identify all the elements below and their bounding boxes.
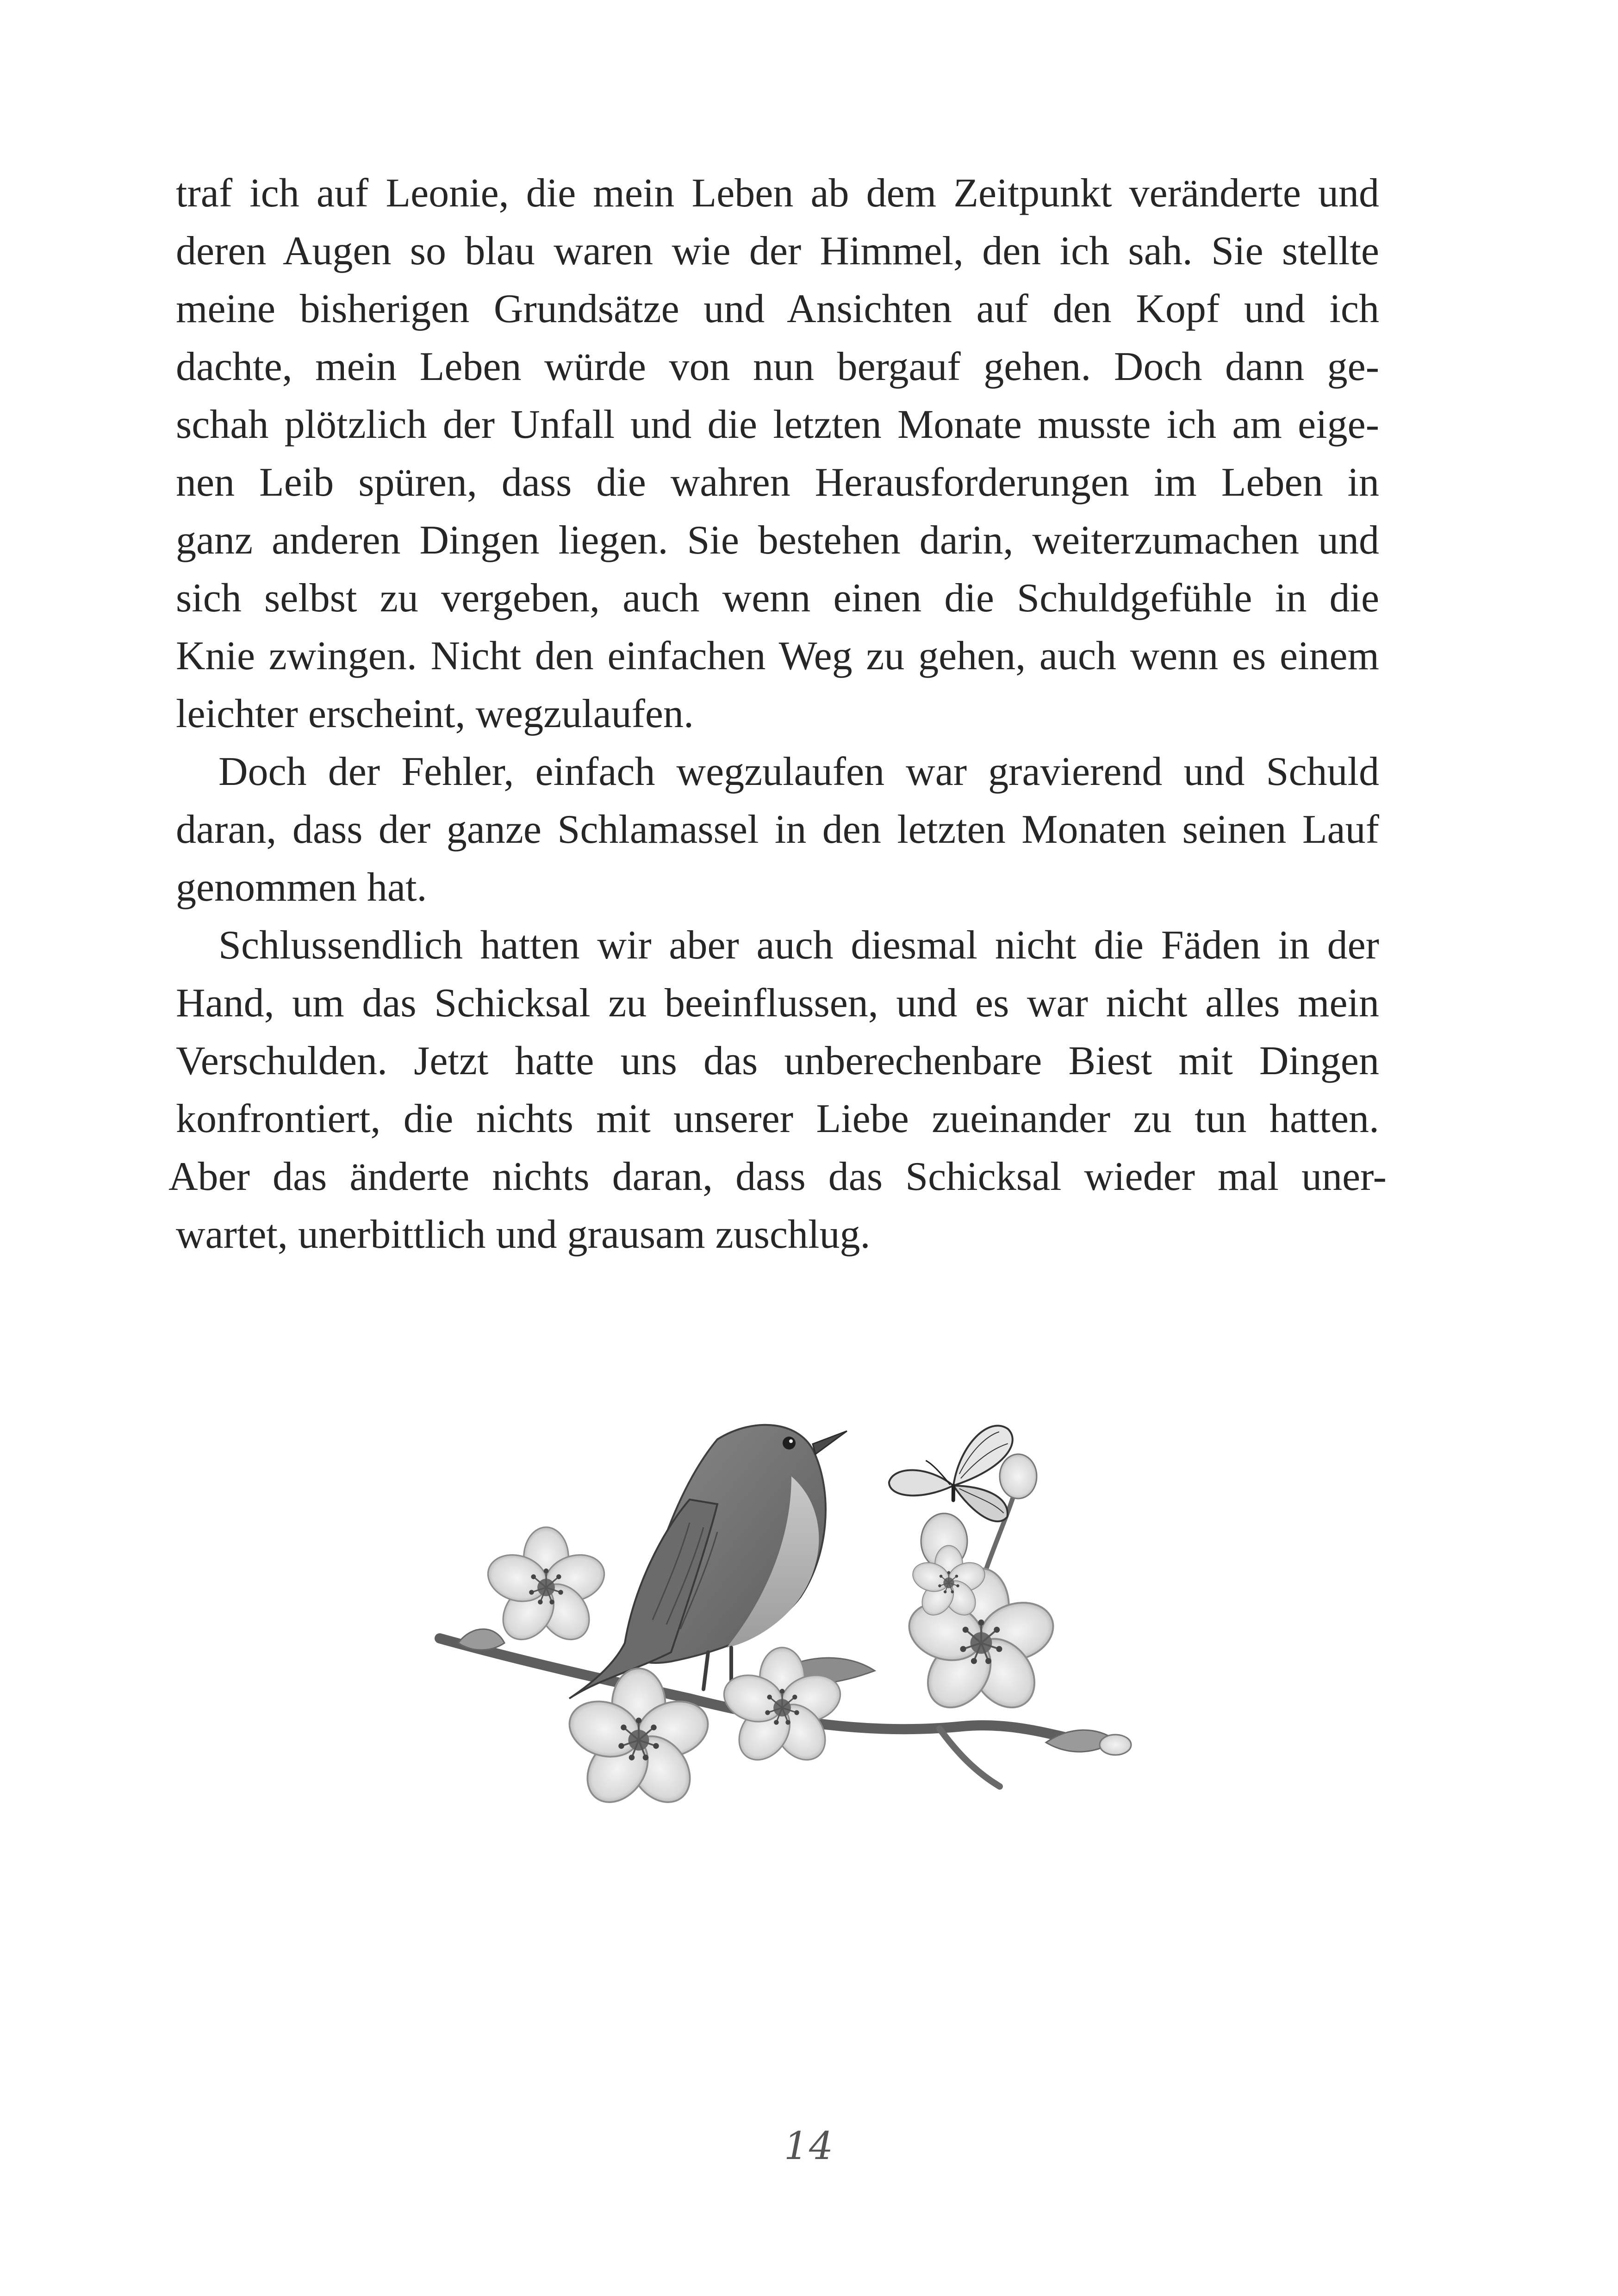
text-line: Schlussendlich hatten wir aber auch diesmal nicht die Fäden in der — [218, 923, 1379, 968]
body-text — [168, 164, 1387, 1263]
text-line: Verschulden. Jetzt hatte uns das unberechenbare Biest mit Dingen — [176, 1039, 1379, 1083]
paragraph-2 — [176, 743, 1379, 916]
bird-on-blossom-branch-icon — [430, 1402, 1134, 1902]
text-line: Doch der Fehler, einfach wegzulaufen war gravierend und Schuld — [218, 749, 1379, 794]
text-line: Knie zwingen. Nicht den einfachen Weg zu gehen, auch wenn es einem — [176, 634, 1379, 678]
text-line: wartet, unerbittlich und grausam zuschlug. — [176, 1212, 871, 1257]
text-line: konfrontiert, die nichts mit unserer Liebe zueinander zu tun hatten. — [176, 1096, 1379, 1141]
text-line: meine bisherigen Grundsätze und Ansichten auf den Kopf und ich — [176, 286, 1379, 331]
text-line: dachte, mein Leben würde von nun bergauf gehen. Doch dann ge- — [176, 344, 1379, 389]
paragraph-1 — [176, 164, 1379, 743]
paragraph-3 — [168, 916, 1387, 1263]
text-line: ganz anderen Dingen liegen. Sie bestehen darin, weiterzumachen und — [176, 518, 1379, 563]
text-line: Hand, um das Schicksal zu beeinflussen, und es war nicht alles mein — [176, 981, 1379, 1026]
page-number: 14 — [784, 2124, 834, 2168]
text-line: deren Augen so blau waren wie der Himmel, den ich sah. Sie stellte — [176, 229, 1379, 274]
text-line: nen Leib spüren, dass die wahren Herausforderungen im Leben in — [176, 460, 1379, 505]
text-line: schah plötzlich der Unfall und die letzten Monate musste ich am eige- — [176, 402, 1379, 447]
text-line: daran, dass der ganze Schlamassel in den letzten Monaten seinen Lauf — [176, 807, 1379, 852]
text-line: sich selbst zu vergeben, auch wenn einen die Schuldgefühle in die — [176, 576, 1379, 621]
text-line: traf ich auf Leonie, die mein Leben ab dem Zeitpunkt veränderte und — [176, 171, 1379, 216]
text-line: Aber das änderte nichts daran, dass das Schicksal wieder mal uner- — [168, 1154, 1387, 1199]
text-line: genommen hat. — [176, 865, 427, 910]
text-line: leichter erscheint, wegzulaufen. — [176, 691, 694, 736]
